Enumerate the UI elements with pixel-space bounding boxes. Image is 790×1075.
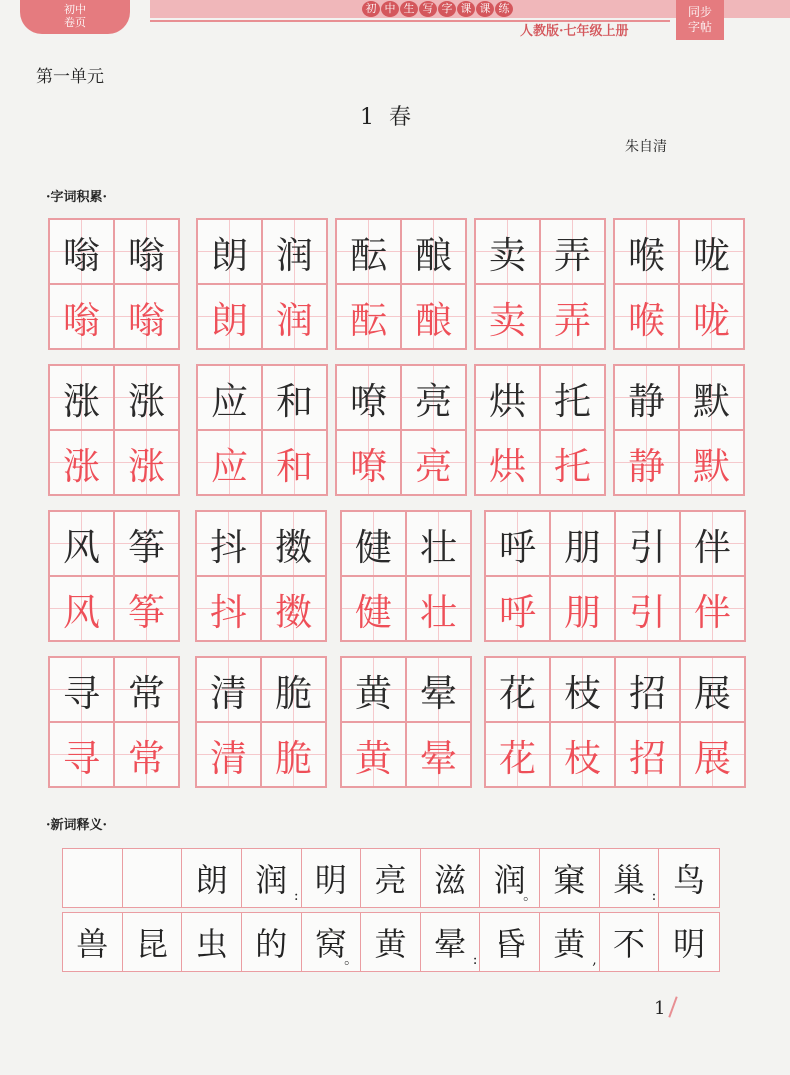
model-character: 酝 (336, 219, 401, 284)
definition-row (62, 912, 720, 972)
model-character: 默 (679, 365, 744, 430)
trace-character: 清 (196, 722, 261, 787)
word-grid (195, 656, 327, 788)
word-grid (474, 218, 606, 350)
word-grid (196, 364, 328, 496)
punctuation-mark: : (293, 888, 299, 904)
definition-character: 明 (673, 925, 706, 963)
definition-character: 兽 (76, 925, 109, 963)
word-grid (196, 218, 328, 350)
trace-character: 润 (262, 284, 327, 349)
model-character: 卖 (475, 219, 540, 284)
definition-character: 明 (314, 861, 347, 899)
definition-character: 滋 (434, 861, 467, 899)
trace-character: 喉 (614, 284, 679, 349)
model-character: 壮 (406, 511, 471, 576)
definition-character: 昆 (135, 925, 168, 963)
punctuation-mark: 。 (523, 888, 538, 904)
author: 朱自清 (625, 139, 667, 155)
model-character: 伴 (680, 511, 745, 576)
trace-character: 风 (49, 576, 114, 641)
page-number: 1 (654, 998, 666, 1019)
model-character: 烘 (475, 365, 540, 430)
word-grid (340, 510, 472, 642)
trace-character: 寻 (49, 722, 114, 787)
model-character: 咙 (679, 219, 744, 284)
definition-cell (540, 913, 600, 971)
trace-character: 默 (679, 430, 744, 495)
punctuation-mark: , (592, 952, 597, 968)
series-char: 课 (457, 1, 475, 17)
model-character: 朗 (197, 219, 262, 284)
series-title (362, 1, 513, 17)
word-grid (48, 510, 180, 642)
word-grid (613, 218, 745, 350)
definition-character: 朗 (195, 861, 228, 899)
definition-cell (63, 913, 123, 971)
definition-cell (540, 849, 600, 907)
trace-character: 擞 (261, 576, 326, 641)
trace-character: 托 (540, 430, 605, 495)
definition-cell (480, 849, 540, 907)
model-character: 托 (540, 365, 605, 430)
word-grid (484, 510, 746, 642)
definition-cell (182, 849, 242, 907)
definition-character: 窠 (553, 861, 586, 899)
model-character: 脆 (261, 657, 326, 722)
model-character: 花 (485, 657, 550, 722)
trace-character: 花 (485, 722, 550, 787)
model-character: 常 (114, 657, 179, 722)
definition-cell (659, 913, 719, 971)
model-character: 健 (341, 511, 406, 576)
word-grid (48, 364, 180, 496)
definition-cell (480, 913, 540, 971)
trace-character: 应 (197, 430, 262, 495)
definition-cell (302, 849, 362, 907)
trace-character: 筝 (114, 576, 179, 641)
definition-cell (659, 849, 719, 907)
punctuation-mark: : (651, 888, 657, 904)
page-number-mark (668, 996, 677, 1017)
model-character: 酿 (401, 219, 466, 284)
word-grid (613, 364, 745, 496)
definition-character: 窝 (314, 925, 347, 963)
definition-cell (63, 849, 123, 907)
definition-character: 晕 (434, 925, 467, 963)
model-character: 清 (196, 657, 261, 722)
model-character: 嗡 (49, 219, 114, 284)
trace-character: 朋 (550, 576, 615, 641)
model-character: 应 (197, 365, 262, 430)
trace-character: 亮 (401, 430, 466, 495)
model-character: 润 (262, 219, 327, 284)
trace-character: 卖 (475, 284, 540, 349)
trace-character: 脆 (261, 722, 326, 787)
model-character: 引 (615, 511, 680, 576)
trace-character: 和 (262, 430, 327, 495)
definition-character: 鸟 (673, 861, 706, 899)
definition-cell (421, 913, 481, 971)
definition-character: 黄 (374, 925, 407, 963)
definition-cell (123, 849, 183, 907)
definition-character: 巢 (613, 861, 646, 899)
punctuation-mark: 。 (344, 952, 359, 968)
word-grid (474, 364, 606, 496)
trace-character: 黄 (341, 722, 406, 787)
series-char: 写 (419, 1, 437, 17)
trace-character: 咙 (679, 284, 744, 349)
trace-character: 引 (615, 576, 680, 641)
word-grid (340, 656, 472, 788)
model-character: 招 (615, 657, 680, 722)
trace-character: 壮 (406, 576, 471, 641)
series-char: 课 (476, 1, 494, 17)
model-character: 弄 (540, 219, 605, 284)
definition-cell (123, 913, 183, 971)
trace-character: 酿 (401, 284, 466, 349)
definitions-section-label: ·新词释义· (46, 818, 108, 833)
word-grid (48, 656, 180, 788)
trace-character: 嗡 (49, 284, 114, 349)
trace-character: 静 (614, 430, 679, 495)
model-character: 抖 (196, 511, 261, 576)
trace-character: 呼 (485, 576, 550, 641)
definition-character: 亮 (374, 861, 407, 899)
definition-character: 昏 (493, 925, 526, 963)
trace-character: 涨 (49, 430, 114, 495)
trace-character: 弄 (540, 284, 605, 349)
trace-character: 常 (114, 722, 179, 787)
definition-cell (242, 913, 302, 971)
unit-heading: 第一单元 (36, 67, 104, 87)
trace-character: 酝 (336, 284, 401, 349)
definition-cell (242, 849, 302, 907)
model-character: 呼 (485, 511, 550, 576)
word-grid (484, 656, 746, 788)
series-char: 初 (362, 1, 380, 17)
definition-cell (421, 849, 481, 907)
model-character: 和 (262, 365, 327, 430)
trace-character: 嗡 (114, 284, 179, 349)
trace-character: 伴 (680, 576, 745, 641)
trace-character: 嘹 (336, 430, 401, 495)
definition-character: 润 (255, 861, 288, 899)
model-character: 展 (680, 657, 745, 722)
trace-character: 晕 (406, 722, 471, 787)
model-character: 涨 (114, 365, 179, 430)
model-character: 朋 (550, 511, 615, 576)
vocab-section-label: ·字词积累· (46, 190, 108, 205)
definition-cell (302, 913, 362, 971)
trace-character: 烘 (475, 430, 540, 495)
definition-row (62, 848, 720, 908)
definition-character: 的 (255, 925, 288, 963)
definition-cell (361, 913, 421, 971)
word-grid (335, 364, 467, 496)
trace-character: 展 (680, 722, 745, 787)
series-char: 字 (438, 1, 456, 17)
trace-character: 招 (615, 722, 680, 787)
trace-character: 涨 (114, 430, 179, 495)
edition-label: 人教版·七年级上册 (520, 24, 629, 39)
series-logo: 初中 卷页 (20, 0, 130, 34)
word-grid (335, 218, 467, 350)
model-character: 筝 (114, 511, 179, 576)
definition-character: 不 (613, 925, 646, 963)
trace-character: 枝 (550, 722, 615, 787)
definition-cell (361, 849, 421, 907)
trace-character: 健 (341, 576, 406, 641)
series-char: 生 (400, 1, 418, 17)
word-grid (48, 218, 180, 350)
lesson-title: 1 春 (360, 105, 415, 130)
model-character: 嘹 (336, 365, 401, 430)
model-character: 风 (49, 511, 114, 576)
model-character: 擞 (261, 511, 326, 576)
model-character: 寻 (49, 657, 114, 722)
definition-character: 黄 (553, 925, 586, 963)
copybook-tag: 同步 字帖 (676, 0, 724, 40)
series-char: 中 (381, 1, 399, 17)
punctuation-mark: : (472, 952, 478, 968)
definition-character: 润 (493, 861, 526, 899)
page-header (0, 0, 790, 42)
definition-cell (600, 849, 660, 907)
trace-character: 抖 (196, 576, 261, 641)
trace-character: 朗 (197, 284, 262, 349)
model-character: 静 (614, 365, 679, 430)
definition-character: 虫 (195, 925, 228, 963)
definition-cell (600, 913, 660, 971)
model-character: 喉 (614, 219, 679, 284)
model-character: 涨 (49, 365, 114, 430)
model-character: 枝 (550, 657, 615, 722)
series-char: 练 (495, 1, 513, 17)
model-character: 亮 (401, 365, 466, 430)
model-character: 黄 (341, 657, 406, 722)
definition-cell (182, 913, 242, 971)
word-grid (195, 510, 327, 642)
model-character: 晕 (406, 657, 471, 722)
model-character: 嗡 (114, 219, 179, 284)
